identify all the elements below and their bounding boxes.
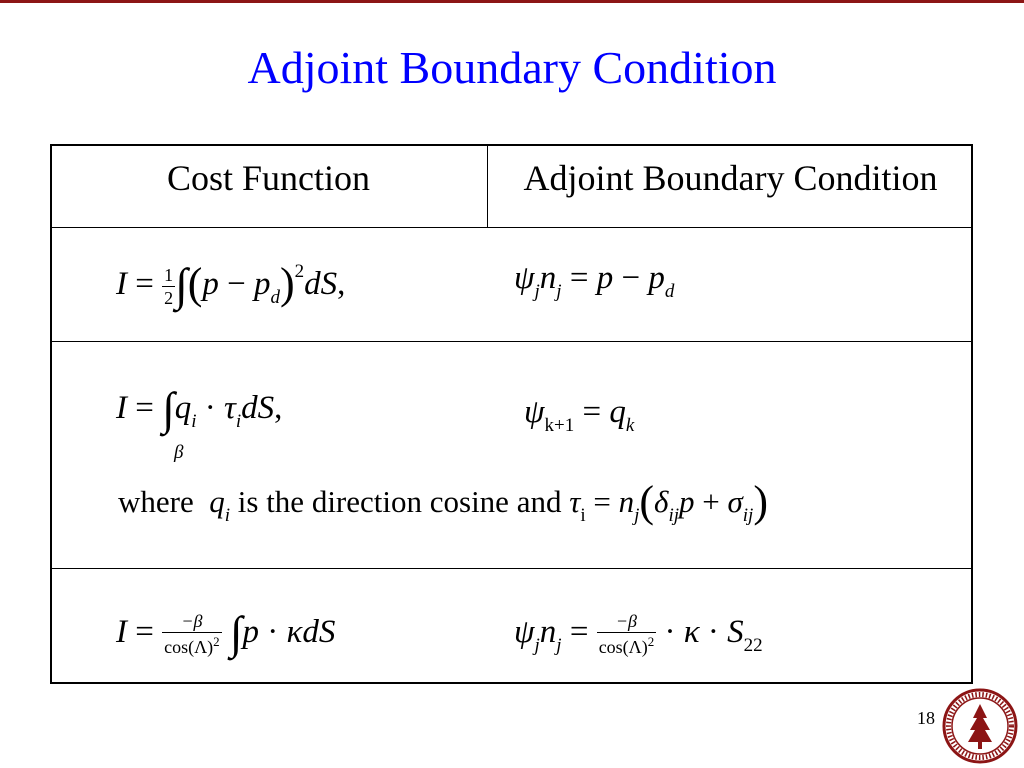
header-cost-function: Cost Function	[166, 158, 371, 198]
row2-bc-formula: $\psi_{k+1} = q_k$	[524, 394, 635, 436]
row3-bc-formula: $\psi_jn_j$ = $\frac{-\beta}{\cos(\Lambda)^2}$ · $\kappa \cdot S_{22}$	[514, 611, 763, 658]
page-number: 18	[917, 708, 935, 728]
cost-function-table	[50, 144, 973, 684]
row2-definition-note: where $q_i$ is the direction cosine and $\tau_i = n_j(\delta_{ij}p + \sigma_{ij})$	[118, 477, 768, 526]
row2-cost-formula: $I = \int q_i \cdot \tau_idS$,	[116, 383, 283, 434]
header-adjoint-bc: Adjoint Boundary Condition	[523, 158, 938, 198]
integral-sign: ∫	[162, 383, 175, 434]
table-row-divider	[50, 341, 973, 342]
row3-cost-formula: I = $\frac{-\beta}{\cos(\Lambda)^2}$ ∫p · κdS	[116, 607, 336, 658]
integral-sign: ∫	[175, 259, 188, 310]
top-rule	[0, 0, 1024, 3]
stanford-seal-icon	[942, 688, 1018, 764]
slide-title: Adjoint Boundary Condition	[247, 42, 777, 93]
integral-limit-beta: β	[174, 442, 184, 463]
row1-cost-formula: I = $\frac{1}{2}$ $\int(p - p_d)^2dS$,	[116, 259, 346, 310]
row1-bc-formula: $\psi_jn_j = p - p_d$	[514, 260, 675, 302]
integral-sign: ∫	[229, 607, 243, 658]
table-row-divider	[50, 568, 973, 569]
table-header-divider	[50, 227, 973, 228]
